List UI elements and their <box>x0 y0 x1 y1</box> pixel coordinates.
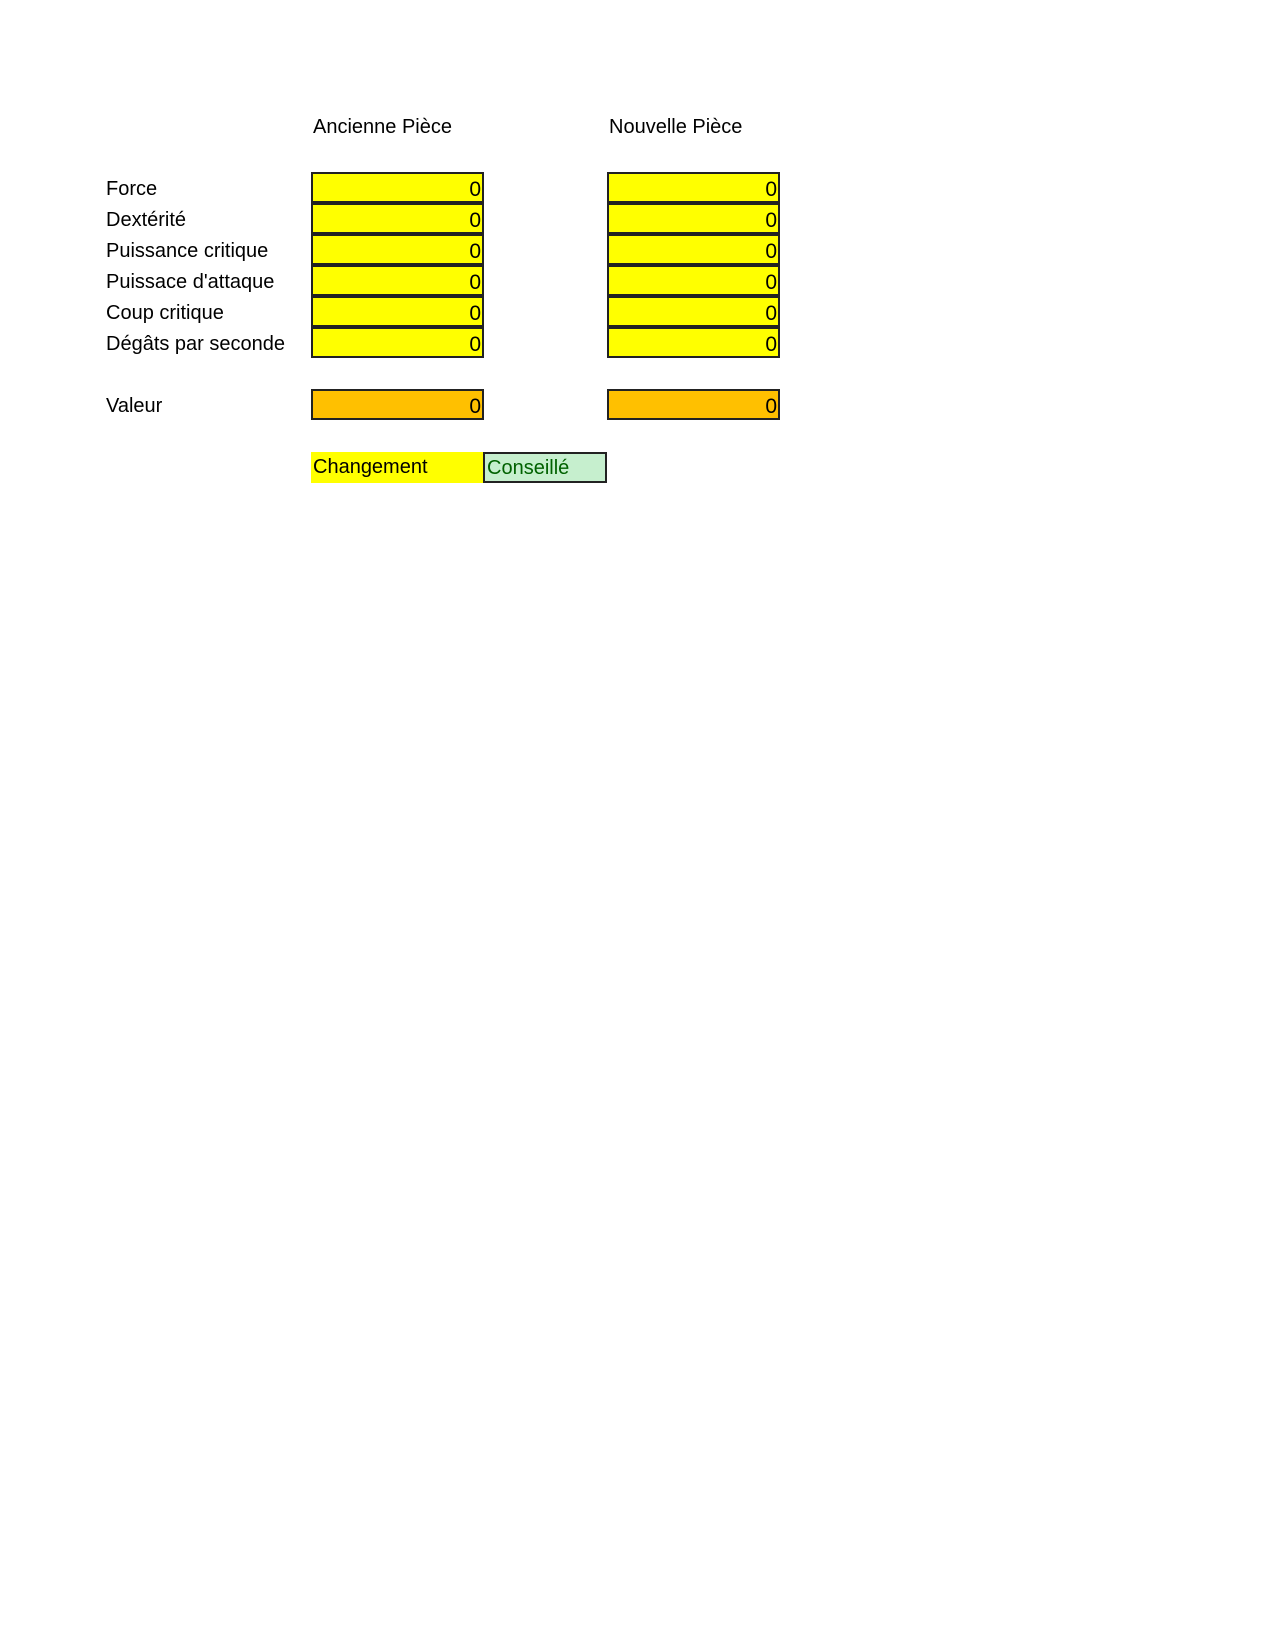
old-puissance-attaque-cell[interactable]: 0 <box>311 265 484 296</box>
old-valeur-cell[interactable]: 0 <box>311 389 484 420</box>
label-puissance-attaque: Puissace d'attaque <box>106 271 275 293</box>
new-force-cell[interactable]: 0 <box>607 172 780 203</box>
old-force-cell[interactable]: 0 <box>311 172 484 203</box>
old-coup-critique-cell[interactable]: 0 <box>311 296 484 327</box>
change-verdict[interactable]: Conseillé <box>483 452 607 483</box>
old-degats-par-seconde-cell[interactable]: 0 <box>311 327 484 358</box>
label-coup-critique: Coup critique <box>106 302 224 324</box>
new-puissance-attaque-cell[interactable]: 0 <box>607 265 780 296</box>
label-force: Force <box>106 178 158 200</box>
old-puissance-critique-cell[interactable]: 0 <box>311 234 484 265</box>
new-coup-critique-cell[interactable]: 0 <box>607 296 780 327</box>
old-dexterite-cell[interactable]: 0 <box>311 203 484 234</box>
label-valeur: Valeur <box>106 395 163 417</box>
label-degats-par-seconde: Dégâts par seconde <box>106 333 286 355</box>
new-valeur-cell[interactable]: 0 <box>607 389 780 420</box>
new-puissance-critique-cell[interactable]: 0 <box>607 234 780 265</box>
label-puissance-critique: Puissance critique <box>106 240 269 262</box>
new-dexterite-cell[interactable]: 0 <box>607 203 780 234</box>
new-degats-par-seconde-cell[interactable]: 0 <box>607 327 780 358</box>
header-new-piece: Nouvelle Pièce <box>609 116 743 138</box>
header-old-piece: Ancienne Pièce <box>313 116 452 138</box>
change-label: Changement <box>311 452 484 483</box>
label-dexterite: Dextérité <box>106 209 187 231</box>
